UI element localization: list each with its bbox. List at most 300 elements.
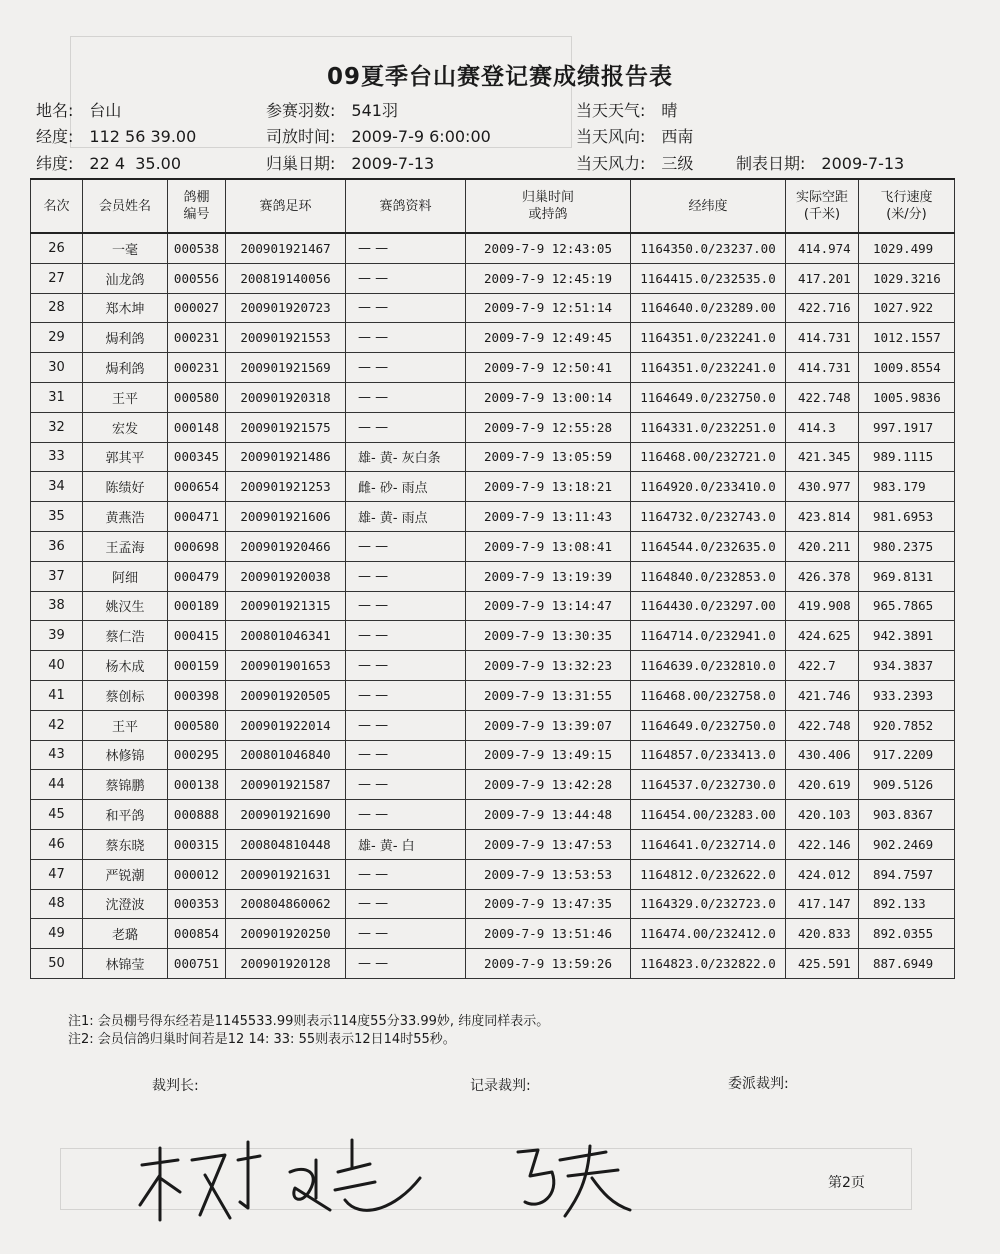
cell-loft-number: 000027: [168, 293, 226, 323]
cell-distance: 414.974: [786, 233, 859, 263]
cell-member-name: 林修锦: [83, 740, 168, 770]
cell-distance: 421.345: [786, 442, 859, 472]
weather-value: 晴: [661, 101, 678, 120]
cell-pigeon-info: — —: [346, 949, 466, 979]
longitude-label: 经度:: [36, 127, 74, 146]
cell-coordinates: 116474.00/232412.0: [631, 919, 786, 949]
cell-loft-number: 000538: [168, 233, 226, 263]
cell-speed: 1005.9836: [859, 382, 955, 412]
cell-rank: 38: [31, 591, 83, 621]
cell-rank: 34: [31, 472, 83, 502]
table-row: [31, 829, 955, 859]
cell-loft-number: 000231: [168, 353, 226, 383]
cell-return-time: 2009-7-9 13:42:28: [466, 770, 631, 800]
table-row: [31, 502, 955, 532]
cell-rank: 39: [31, 621, 83, 651]
cell-member-name: 宏发: [83, 412, 168, 442]
cell-distance: 425.591: [786, 949, 859, 979]
cell-ring-number: 200901920466: [226, 531, 346, 561]
cell-ring-number: 200901921631: [226, 859, 346, 889]
cell-return-time: 2009-7-9 12:50:41: [466, 353, 631, 383]
cell-member-name: 严锐潮: [83, 859, 168, 889]
table-row: [31, 949, 955, 979]
cell-speed: 997.1917: [859, 412, 955, 442]
cell-rank: 33: [31, 442, 83, 472]
cell-member-name: 王孟海: [83, 531, 168, 561]
cell-member-name: 陈绩好: [83, 472, 168, 502]
cell-distance: 422.7: [786, 651, 859, 681]
cell-distance: 422.716: [786, 293, 859, 323]
cell-distance: 414.731: [786, 323, 859, 353]
cell-return-time: 2009-7-9 13:59:26: [466, 949, 631, 979]
cell-distance: 419.908: [786, 591, 859, 621]
cell-loft-number: 000148: [168, 412, 226, 442]
cell-return-time: 2009-7-9 13:30:35: [466, 621, 631, 651]
cell-member-name: 郑木坤: [83, 293, 168, 323]
table-row: [31, 472, 955, 502]
cell-rank: 36: [31, 531, 83, 561]
cell-ring-number: 200901920250: [226, 919, 346, 949]
cell-return-time: 2009-7-9 13:14:47: [466, 591, 631, 621]
cell-return-time: 2009-7-9 13:49:15: [466, 740, 631, 770]
cell-rank: 37: [31, 561, 83, 591]
wind-direction-value: 西南: [661, 127, 694, 146]
cell-rank: 42: [31, 710, 83, 740]
cell-loft-number: 000471: [168, 502, 226, 532]
cell-return-time: 2009-7-9 13:47:53: [466, 829, 631, 859]
cell-rank: 27: [31, 263, 83, 293]
cell-rank: 26: [31, 233, 83, 263]
cell-loft-number: 000345: [168, 442, 226, 472]
longitude-info: [36, 124, 196, 147]
cell-loft-number: 000580: [168, 710, 226, 740]
header-speed-line1: 飞行速度: [880, 190, 933, 205]
cell-speed: 980.2375: [859, 531, 955, 561]
cell-distance: 414.3: [786, 412, 859, 442]
cell-coordinates: 1164649.0/232750.0: [631, 710, 786, 740]
table-row: [31, 263, 955, 293]
cell-rank: 50: [31, 949, 83, 979]
cell-member-name: 和平鸽: [83, 800, 168, 830]
cell-return-time: 2009-7-9 12:51:14: [466, 293, 631, 323]
cell-coordinates: 1164329.0/232723.0: [631, 889, 786, 919]
wind-force-label: 当天风力:: [576, 154, 646, 173]
cell-distance: 424.012: [786, 859, 859, 889]
cell-return-time: 2009-7-9 12:45:19: [466, 263, 631, 293]
cell-member-name: 沈澄波: [83, 889, 168, 919]
cell-return-time: 2009-7-9 13:11:43: [466, 502, 631, 532]
cell-pigeon-info: — —: [346, 919, 466, 949]
cell-loft-number: 000854: [168, 919, 226, 949]
cell-ring-number: 200901920128: [226, 949, 346, 979]
results-body: [31, 233, 955, 978]
cell-ring-number: 200901921690: [226, 800, 346, 830]
table-row: [31, 710, 955, 740]
cell-member-name: 林锦莹: [83, 949, 168, 979]
cell-rank: 35: [31, 502, 83, 532]
longitude-value: 112 56 39.00: [89, 127, 197, 146]
cell-rank: 44: [31, 770, 83, 800]
cell-return-time: 2009-7-9 13:19:39: [466, 561, 631, 591]
recording-referee-label: 记录裁判:: [470, 1078, 531, 1094]
cell-coordinates: 1164331.0/232251.0: [631, 412, 786, 442]
cell-pigeon-info: — —: [346, 740, 466, 770]
cell-coordinates: 1164732.0/232743.0: [631, 502, 786, 532]
cell-coordinates: 1164639.0/232810.0: [631, 651, 786, 681]
cell-distance: 426.378: [786, 561, 859, 591]
return-date-value: 2009-7-13: [351, 154, 435, 173]
latitude-label: 纬度:: [36, 154, 74, 173]
cell-loft-number: 000189: [168, 591, 226, 621]
cell-pigeon-info: — —: [346, 412, 466, 442]
cell-coordinates: 1164641.0/232714.0: [631, 829, 786, 859]
cell-distance: 420.619: [786, 770, 859, 800]
cell-distance: 430.977: [786, 472, 859, 502]
cell-ring-number: 200901921467: [226, 233, 346, 263]
table-row: [31, 233, 955, 263]
cell-pigeon-info: — —: [346, 710, 466, 740]
weather-label: 当天天气:: [576, 101, 646, 120]
cell-coordinates: 1164649.0/232750.0: [631, 382, 786, 412]
cell-distance: 422.748: [786, 710, 859, 740]
cell-member-name: 焗利鸽: [83, 323, 168, 353]
cell-ring-number: 200801046341: [226, 621, 346, 651]
table-row: [31, 859, 955, 889]
cell-speed: 981.6953: [859, 502, 955, 532]
cell-loft-number: 000556: [168, 263, 226, 293]
cell-member-name: 一毫: [83, 233, 168, 263]
cell-speed: 894.7597: [859, 859, 955, 889]
wind-direction-label: 当天风向:: [576, 127, 646, 146]
wind-force-info: [576, 151, 693, 174]
cell-member-name: 蔡东晓: [83, 829, 168, 859]
cell-coordinates: 116468.00/232721.0: [631, 442, 786, 472]
cell-loft-number: 000012: [168, 859, 226, 889]
cell-loft-number: 000353: [168, 889, 226, 919]
cell-return-time: 2009-7-9 12:43:05: [466, 233, 631, 263]
cell-speed: 983.179: [859, 472, 955, 502]
table-row: [31, 442, 955, 472]
location-info: [36, 98, 121, 121]
results-table: [30, 178, 955, 979]
cell-ring-number: 200804860062: [226, 889, 346, 919]
header-ring: 赛鸽足环: [226, 179, 346, 233]
cell-return-time: 2009-7-9 13:00:14: [466, 382, 631, 412]
cell-speed: 917.2209: [859, 740, 955, 770]
cell-pigeon-info: — —: [346, 293, 466, 323]
table-row: [31, 621, 955, 651]
cell-loft-number: 000138: [168, 770, 226, 800]
cell-speed: 942.3891: [859, 621, 955, 651]
cell-return-time: 2009-7-9 13:51:46: [466, 919, 631, 949]
cell-pigeon-info: — —: [346, 800, 466, 830]
note-2: 注2: 会员信鸽归巢时间若是12 14: 33: 55则表示12日14时55秒。: [68, 1032, 456, 1047]
cell-ring-number: 200901920038: [226, 561, 346, 591]
cell-member-name: 阿细: [83, 561, 168, 591]
table-row: [31, 353, 955, 383]
header-coords: 经纬度: [631, 179, 786, 233]
cell-distance: 420.211: [786, 531, 859, 561]
header-time: [466, 179, 631, 233]
table-row: [31, 323, 955, 353]
cell-member-name: 王平: [83, 710, 168, 740]
cell-pigeon-info: — —: [346, 233, 466, 263]
header-member: 会员姓名: [83, 179, 168, 233]
cell-speed: 965.7865: [859, 591, 955, 621]
cell-return-time: 2009-7-9 13:05:59: [466, 442, 631, 472]
cell-coordinates: 1164714.0/232941.0: [631, 621, 786, 651]
cell-loft-number: 000888: [168, 800, 226, 830]
cell-return-time: 2009-7-9 13:32:23: [466, 651, 631, 681]
table-row: [31, 591, 955, 621]
page-number: 第2页: [828, 1175, 865, 1191]
report-title: 09夏季台山赛登记赛成绩报告表: [326, 64, 673, 90]
cell-coordinates: 1164840.0/232853.0: [631, 561, 786, 591]
report-date-info: [736, 151, 904, 174]
cell-speed: 933.2393: [859, 680, 955, 710]
cell-ring-number: 200901922014: [226, 710, 346, 740]
table-row: [31, 382, 955, 412]
cell-coordinates: 1164537.0/232730.0: [631, 770, 786, 800]
cell-ring-number: 200901920505: [226, 680, 346, 710]
cell-speed: 1027.922: [859, 293, 955, 323]
cell-coordinates: 1164415.0/232535.0: [631, 263, 786, 293]
cell-distance: 423.814: [786, 502, 859, 532]
cell-loft-number: 000479: [168, 561, 226, 591]
cell-ring-number: 200901921587: [226, 770, 346, 800]
cell-coordinates: 1164351.0/232241.0: [631, 353, 786, 383]
location-value: 台山: [89, 101, 122, 120]
cell-speed: 1012.1557: [859, 323, 955, 353]
report-date-value: 2009-7-13: [821, 154, 905, 173]
handwritten-signature: [120, 1120, 660, 1230]
cell-loft-number: 000315: [168, 829, 226, 859]
cell-coordinates: 116468.00/232758.0: [631, 680, 786, 710]
cell-rank: 47: [31, 859, 83, 889]
cell-coordinates: 1164920.0/233410.0: [631, 472, 786, 502]
table-row: [31, 919, 955, 949]
table-row: [31, 293, 955, 323]
header-speed: [859, 179, 955, 233]
cell-loft-number: 000751: [168, 949, 226, 979]
header-loft: [168, 179, 226, 233]
cell-rank: 46: [31, 829, 83, 859]
cell-ring-number: 200804810448: [226, 829, 346, 859]
release-time-label: 司放时间:: [266, 127, 336, 146]
table-row: [31, 770, 955, 800]
cell-ring-number: 200901920318: [226, 382, 346, 412]
cell-ring-number: 200901921553: [226, 323, 346, 353]
wind-force-value: 三级: [661, 154, 694, 173]
cell-speed: 903.8367: [859, 800, 955, 830]
cell-member-name: 焗利鸽: [83, 353, 168, 383]
cell-ring-number: 200801046840: [226, 740, 346, 770]
cell-speed: 887.6949: [859, 949, 955, 979]
cell-speed: 902.2469: [859, 829, 955, 859]
cell-distance: 414.731: [786, 353, 859, 383]
cell-ring-number: 200901921569: [226, 353, 346, 383]
cell-pigeon-info: — —: [346, 859, 466, 889]
cell-rank: 49: [31, 919, 83, 949]
cell-coordinates: 1164812.0/232622.0: [631, 859, 786, 889]
cell-pigeon-info: — —: [346, 680, 466, 710]
cell-rank: 41: [31, 680, 83, 710]
table-row: [31, 561, 955, 591]
cell-return-time: 2009-7-9 13:39:07: [466, 710, 631, 740]
cell-rank: 32: [31, 412, 83, 442]
cell-speed: 892.0355: [859, 919, 955, 949]
cell-pigeon-info: — —: [346, 770, 466, 800]
cell-return-time: 2009-7-9 13:53:53: [466, 859, 631, 889]
cell-rank: 45: [31, 800, 83, 830]
cell-pigeon-info: — —: [346, 353, 466, 383]
cell-distance: 424.625: [786, 621, 859, 651]
cell-member-name: 蔡创标: [83, 680, 168, 710]
cell-coordinates: 1164857.0/233413.0: [631, 740, 786, 770]
cell-ring-number: 200901921575: [226, 412, 346, 442]
cell-member-name: 老璐: [83, 919, 168, 949]
cell-speed: 969.8131: [859, 561, 955, 591]
wind-direction-info: [576, 124, 693, 147]
cell-return-time: 2009-7-9 13:08:41: [466, 531, 631, 561]
cell-rank: 48: [31, 889, 83, 919]
cell-ring-number: 200901920723: [226, 293, 346, 323]
cell-loft-number: 000231: [168, 323, 226, 353]
cell-loft-number: 000415: [168, 621, 226, 651]
cell-return-time: 2009-7-9 13:44:48: [466, 800, 631, 830]
latitude-info: [36, 151, 181, 174]
cell-rank: 30: [31, 353, 83, 383]
cell-return-time: 2009-7-9 12:55:28: [466, 412, 631, 442]
entries-value: 541羽: [351, 101, 398, 120]
cell-pigeon-info: — —: [346, 651, 466, 681]
cell-speed: 1029.499: [859, 233, 955, 263]
table-row: [31, 740, 955, 770]
table-header-row: [31, 179, 955, 233]
cell-distance: 421.746: [786, 680, 859, 710]
cell-rank: 29: [31, 323, 83, 353]
cell-pigeon-info: 雄- 黄- 白: [346, 829, 466, 859]
cell-pigeon-info: — —: [346, 382, 466, 412]
cell-member-name: 王平: [83, 382, 168, 412]
chief-referee-label: 裁判长:: [152, 1078, 199, 1094]
cell-speed: 934.3837: [859, 651, 955, 681]
cell-coordinates: 1164430.0/23297.00: [631, 591, 786, 621]
header-distance-line1: 实际空距: [795, 190, 848, 205]
cell-speed: 1029.3216: [859, 263, 955, 293]
cell-speed: 920.7852: [859, 710, 955, 740]
cell-pigeon-info: 雌- 砂- 雨点: [346, 472, 466, 502]
return-date-info: [266, 151, 434, 174]
cell-member-name: 姚汉生: [83, 591, 168, 621]
cell-speed: 989.1115: [859, 442, 955, 472]
cell-return-time: 2009-7-9 13:47:35: [466, 889, 631, 919]
cell-pigeon-info: — —: [346, 889, 466, 919]
cell-member-name: 蔡锦鹏: [83, 770, 168, 800]
cell-distance: 417.201: [786, 263, 859, 293]
header-time-line1: 归巢时间: [521, 190, 574, 205]
header-speed-line2: (米/分): [886, 207, 927, 222]
cell-coordinates: 1164544.0/232635.0: [631, 531, 786, 561]
cell-pigeon-info: 雄- 黄- 灰白条: [346, 442, 466, 472]
cell-rank: 31: [31, 382, 83, 412]
cell-pigeon-info: — —: [346, 323, 466, 353]
appointed-referee-label: 委派裁判:: [728, 1076, 789, 1092]
cell-rank: 40: [31, 651, 83, 681]
cell-pigeon-info: — —: [346, 531, 466, 561]
table-row: [31, 531, 955, 561]
cell-member-name: 黄燕浩: [83, 502, 168, 532]
cell-pigeon-info: 雄- 黄- 雨点: [346, 502, 466, 532]
cell-return-time: 2009-7-9 12:49:45: [466, 323, 631, 353]
cell-return-time: 2009-7-9 13:31:55: [466, 680, 631, 710]
cell-loft-number: 000398: [168, 680, 226, 710]
cell-loft-number: 000159: [168, 651, 226, 681]
table-row: [31, 680, 955, 710]
cell-speed: 909.5126: [859, 770, 955, 800]
cell-ring-number: 200901921253: [226, 472, 346, 502]
cell-loft-number: 000654: [168, 472, 226, 502]
cell-member-name: 汕龙鸽: [83, 263, 168, 293]
cell-distance: 417.147: [786, 889, 859, 919]
table-row: [31, 651, 955, 681]
release-time-value: 2009-7-9 6:00:00: [351, 127, 491, 146]
cell-ring-number: 200901901653: [226, 651, 346, 681]
cell-speed: 892.133: [859, 889, 955, 919]
cell-pigeon-info: — —: [346, 621, 466, 651]
header-distance-line2: (千米): [803, 207, 841, 222]
weather-info: [576, 98, 677, 121]
cell-member-name: 杨木成: [83, 651, 168, 681]
cell-coordinates: 116454.00/23283.00: [631, 800, 786, 830]
table-row: [31, 800, 955, 830]
header-rank: 名次: [31, 179, 83, 233]
entries-label: 参赛羽数:: [266, 101, 336, 120]
header-info: 赛鸽资料: [346, 179, 466, 233]
cell-return-time: 2009-7-9 13:18:21: [466, 472, 631, 502]
cell-distance: 430.406: [786, 740, 859, 770]
cell-loft-number: 000698: [168, 531, 226, 561]
cell-rank: 43: [31, 740, 83, 770]
cell-pigeon-info: — —: [346, 591, 466, 621]
cell-distance: 420.833: [786, 919, 859, 949]
note-1: 注1: 会员棚号得东经若是1145533.99则表示114度55分33.99妙, 纬度同样表示。: [68, 1014, 550, 1029]
cell-distance: 420.103: [786, 800, 859, 830]
header-loft-line2: 编号: [183, 207, 210, 222]
release-time-info: [266, 124, 491, 147]
header-loft-line1: 鸽棚: [183, 190, 210, 205]
cell-ring-number: 200901921486: [226, 442, 346, 472]
cell-rank: 28: [31, 293, 83, 323]
cell-loft-number: 000580: [168, 382, 226, 412]
entries-info: [266, 98, 398, 121]
cell-ring-number: 200819140056: [226, 263, 346, 293]
cell-member-name: 郭其平: [83, 442, 168, 472]
cell-loft-number: 000295: [168, 740, 226, 770]
table-row: [31, 889, 955, 919]
latitude-value: 22 4 35.00: [89, 154, 182, 173]
cell-ring-number: 200901921315: [226, 591, 346, 621]
report-date-label: 制表日期:: [736, 154, 806, 173]
return-date-label: 归巢日期:: [266, 154, 336, 173]
cell-pigeon-info: — —: [346, 263, 466, 293]
cell-coordinates: 1164823.0/232822.0: [631, 949, 786, 979]
cell-coordinates: 1164351.0/232241.0: [631, 323, 786, 353]
cell-distance: 422.146: [786, 829, 859, 859]
cell-distance: 422.748: [786, 382, 859, 412]
table-row: [31, 412, 955, 442]
cell-speed: 1009.8554: [859, 353, 955, 383]
